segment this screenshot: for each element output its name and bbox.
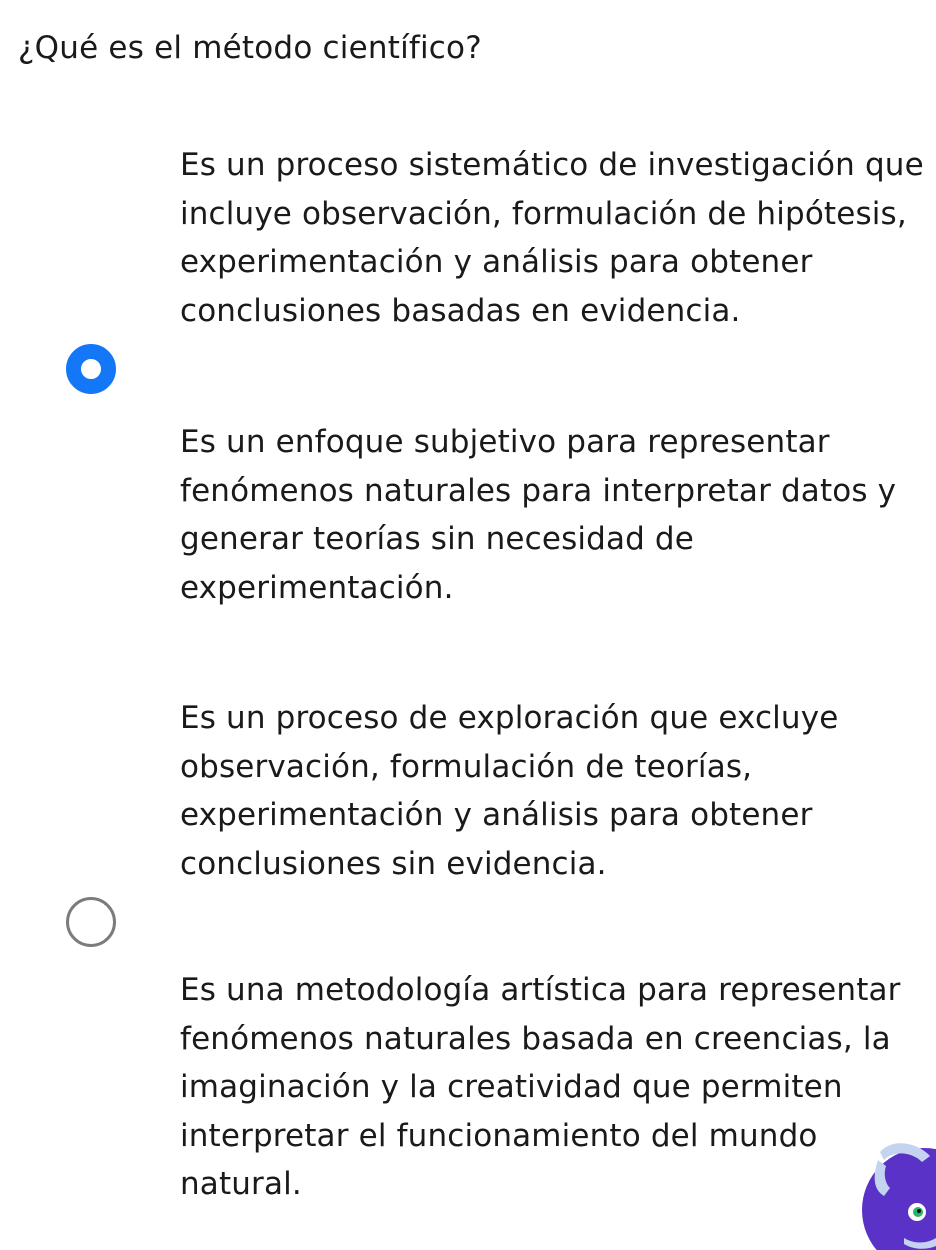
answer-option-4-text: Es una metodología artística para representar fenómenos naturales basada en creencias, la imaginación y la creatividad que permiten interpretar el funcionamiento del mundo natural. [180, 972, 901, 1202]
answer-option-4[interactable] [0, 960, 936, 1200]
radio-button[interactable] [66, 897, 116, 947]
answer-option-3-text: Es un proceso de exploración que excluye observación, formulación de teorías, experimentación y análisis para obtener conclusiones sin evidencia. [180, 700, 839, 882]
answer-option-1-text: Es un proceso sistemático de investigación que incluye observación, formulación de hipótesis, experimentación y análisis para obtener conclusiones basadas en evidencia. [180, 147, 924, 329]
answer-option-2[interactable] [0, 412, 936, 622]
question-title: ¿Qué es el método científico? [18, 30, 482, 66]
answer-option-3[interactable] [0, 688, 936, 898]
answer-option-2-text: Es un enfoque subjetivo para representar fenómenos naturales para interpretar datos y generar teorías sin necesidad de experimentación. [180, 424, 897, 606]
mascot-icon [862, 1138, 936, 1250]
radio-button-selected[interactable] [66, 344, 116, 394]
answer-option-1[interactable] [0, 135, 936, 345]
